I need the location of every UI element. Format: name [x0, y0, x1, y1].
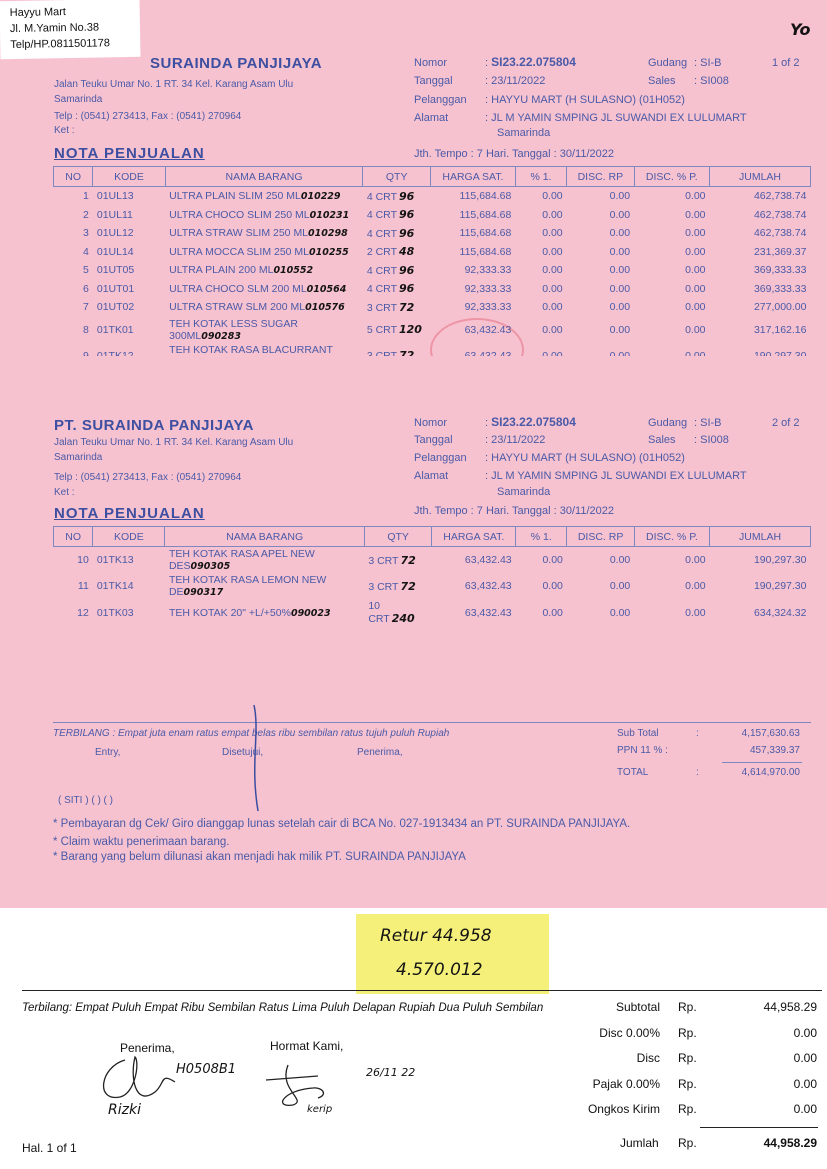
table-row [54, 224, 811, 243]
payment-note: * Pembayaran dg Cek/ Giro dianggap lunas setelah cair di BCA No. 027-1913434 an PT. SURAINDA PANJIJAYA. [53, 818, 631, 830]
row-code: 01TK14 [96, 580, 134, 592]
receipt-row-value: 0.00 [793, 1102, 817, 1116]
total-label: TOTAL [617, 767, 649, 778]
row-amount: 277,000.00 [753, 301, 807, 314]
sales-label: Sales [648, 75, 676, 87]
receipt-terbilang: Terbilang: Empat Puluh Empat Ribu Sembilan Ratus Lima Puluh Delapan Rupiah Dua Puluh Sembilan [22, 1002, 544, 1014]
pelanggan-label: Pelanggan [414, 452, 467, 464]
company-city: Samarinda [54, 452, 103, 463]
row-disc-rp: 0.00 [609, 554, 631, 566]
claim-note: * Claim waktu penerimaan barang. [53, 836, 230, 848]
row-price: 115,684.68 [459, 190, 512, 203]
row-qty: 2 CRT [366, 246, 397, 259]
cell-qty [363, 298, 431, 317]
cell-item-name [165, 187, 363, 206]
handwritten-qty-pcs: 72 [400, 579, 416, 593]
row-no: 11 [77, 580, 89, 592]
receipt-row-value: 0.00 [793, 1051, 817, 1065]
row-qty: 5 CRT [366, 324, 397, 336]
row-qty: 3 CRT [368, 554, 399, 567]
cell-qty [364, 599, 432, 626]
due-date: Jth. Tempo : 7 Hari. Tanggal : 30/11/2022 [414, 148, 614, 160]
row-item-name: ULTRA PLAIN 200 ML [169, 264, 274, 277]
row-amount: 462,738.74 [753, 190, 807, 203]
store-label [0, 0, 140, 59]
column-header: NAMA BARANG [165, 527, 364, 547]
row-qty: 4 CRT [366, 264, 397, 277]
row-disc-rp: 0.00 [609, 245, 631, 258]
row-code: 01TK01 [96, 323, 134, 336]
row-percent: 0.00 [542, 301, 563, 314]
row-no: 6 [83, 282, 89, 295]
cell-item-name [165, 547, 364, 574]
row-qty: 4 CRT [366, 283, 397, 296]
table-row [54, 573, 811, 599]
ppn-value: 457,339.37 [749, 745, 800, 756]
receipt-page-indicator: Hal. 1 of 1 [22, 1141, 77, 1155]
alamat-label: Alamat [414, 112, 449, 124]
column-header: NO [54, 527, 93, 547]
row-qty: 4 CRT [366, 209, 397, 222]
sales-label: Sales [648, 434, 676, 446]
row-no: 1 [83, 190, 89, 203]
row-item-name: ULTRA MOCCA SLIM 250 ML [169, 245, 310, 258]
gudang-label: Gudang [648, 57, 688, 69]
terbilang-text: TERBILANG : Empat juta enam ratus empat belas ribu sembilan ratus tujuh puluh Rupiah [53, 728, 450, 739]
sticky-line1: Retur 44.958 [380, 926, 492, 946]
row-percent: 0.00 [542, 208, 563, 221]
handwritten-qty-pcs: 48 [399, 245, 415, 259]
row-disc-p: 0.00 [685, 282, 706, 295]
cell-item-name [165, 317, 363, 343]
row-percent: 0.00 [542, 227, 563, 240]
company-ket: Ket : [54, 125, 75, 136]
receipt-row-label: Disc [636, 1051, 660, 1065]
entry-signer: SITI [64, 795, 83, 806]
receipt-row-currency: Rp. [678, 1102, 697, 1116]
gudang-value: SI-B [700, 57, 722, 69]
handwritten-code: H0508B1 [176, 1062, 237, 1077]
row-no: 3 [83, 227, 89, 240]
receipt-row-label: Subtotal [615, 1000, 660, 1014]
row-amount: 462,738.74 [753, 227, 807, 240]
table-header-row [54, 167, 811, 187]
row-price: 92,333.33 [464, 282, 512, 295]
company-name: PT. SURAINDA PANJIJAYA [54, 417, 254, 434]
customer-city: Samarinda [497, 127, 551, 139]
sender-signature-name: kerip [307, 1104, 333, 1115]
row-no: 7 [83, 301, 89, 314]
column-header: % 1. [516, 527, 567, 547]
store-address: Jl. M.Yamin No.38 [9, 21, 100, 36]
company-address: Jalan Teuku Umar No. 1 RT. 34 Kel. Karang Asam Ulu [54, 437, 294, 448]
entry-label: Entry, [95, 747, 121, 758]
handwritten-item-code: 090305 [190, 561, 231, 572]
row-qty: 4 CRT [366, 227, 397, 240]
handwritten-qty-pcs: 96 [399, 263, 415, 277]
column-header: HARGA SAT. [432, 527, 516, 547]
column-header: DISC. RP [567, 167, 634, 187]
row-qty: 10 CRT [368, 600, 390, 625]
cell-qty [364, 547, 432, 574]
customer-address: JL M YAMIN SMPING JL SUWANDI EX LULUMART [491, 470, 747, 482]
column-header: KODE [93, 527, 165, 547]
handwritten-qty-pcs: 96 [399, 189, 415, 203]
gudang-label: Gudang [648, 417, 688, 429]
row-amount: 190,297.30 [753, 580, 807, 592]
row-no: 10 [77, 554, 89, 566]
handwritten-qty-pcs: 72 [399, 300, 415, 314]
row-item-name: TEH KOTAK LESS SUGAR 300ML [169, 317, 298, 342]
row-code: 01UT02 [96, 301, 135, 314]
sales-value: SI008 [700, 434, 729, 446]
footer-signature-stroke [240, 703, 280, 813]
nomor-label: Nomor [414, 57, 448, 69]
doc-title: NOTA PENJUALAN [54, 505, 205, 522]
column-header: NAMA BARANG [165, 167, 363, 187]
company-name: SURAINDA PANJIJAYA [150, 55, 323, 72]
column-header: QTY [363, 167, 431, 187]
cell-item-name [165, 243, 363, 262]
handwritten-item-code: 090283 [201, 330, 241, 342]
table-row [54, 599, 811, 626]
subtotal-value: 4,157,630.63 [741, 728, 800, 739]
row-item-name: TEH KOTAK RASA APEL NEW DES [168, 548, 315, 572]
column-header: DISC. % P. [634, 527, 709, 547]
invoice-date: 23/11/2022 [491, 75, 546, 87]
receipt-row-value: 0.00 [793, 1025, 817, 1040]
handwritten-qty-pcs: 96 [399, 226, 415, 240]
jumlah-currency: Rp. [678, 1136, 697, 1150]
row-percent: 0.00 [542, 190, 563, 203]
row-disc-rp: 0.00 [609, 606, 631, 619]
table-row [54, 280, 811, 299]
row-code: 01UL14 [96, 245, 134, 258]
handwritten-item-code: 090023 [290, 607, 331, 619]
row-code: 01TK13 [96, 554, 134, 566]
column-header: % 1. [515, 167, 566, 187]
handwritten-item-code: 010564 [306, 283, 347, 295]
invoice-date: 23/11/2022 [491, 434, 546, 446]
store-name: Hayyu Mart [9, 6, 67, 20]
page-mark: Yo [790, 20, 811, 39]
row-price: 63,432.43 [464, 580, 512, 592]
handwritten-qty-pcs: 96 [399, 208, 415, 222]
row-disc-rp: 0.00 [609, 190, 631, 203]
row-disc-p: 0.00 [685, 580, 706, 592]
disetujui-label: Disetujui, [222, 747, 264, 758]
row-code: 01UL12 [96, 227, 134, 240]
cell-qty [363, 187, 431, 206]
cell-item-name [165, 298, 363, 317]
row-disc-rp: 0.00 [609, 580, 631, 592]
row-amount: 231,369.37 [753, 245, 807, 258]
row-disc-p: 0.00 [685, 606, 706, 619]
row-percent: 0.00 [542, 282, 563, 295]
jumlah-label: Jumlah [620, 1136, 659, 1150]
handwritten-qty-pcs: 72 [400, 553, 416, 567]
cell-item-name [165, 280, 363, 299]
row-disc-p: 0.00 [685, 264, 706, 277]
invoice-number: SI23.22.075804 [491, 415, 576, 429]
row-percent: 0.00 [542, 323, 563, 336]
row-disc-p: 0.00 [685, 301, 706, 314]
row-no: 4 [83, 245, 89, 258]
doc-title: NOTA PENJUALAN [54, 145, 205, 162]
cell-item-name [165, 224, 363, 243]
handwritten-item-code: 010552 [273, 265, 314, 277]
company-address: Jalan Teuku Umar No. 1 RT. 34 Kel. Karang Asam Ulu [54, 79, 294, 90]
total-value: 4,614,970.00 [741, 767, 800, 778]
jumlah-value: 44,958.29 [763, 1136, 817, 1150]
row-code: 01UL13 [96, 190, 134, 203]
table-row [54, 206, 811, 225]
alamat-label: Alamat [414, 470, 449, 482]
due-date: Jth. Tempo : 7 Hari. Tanggal : 30/11/2022 [414, 505, 614, 517]
tanggal-label: Tanggal [414, 434, 453, 446]
cell-qty [363, 243, 431, 262]
row-price: 63,432.43 [464, 323, 512, 336]
cell-qty [364, 573, 432, 599]
row-item-name: ULTRA PLAIN SLIM 250 ML [169, 190, 301, 203]
receipt-row-label: Ongkos Kirim [587, 1102, 660, 1116]
table-row [54, 261, 811, 280]
row-code: 01TK03 [96, 606, 134, 619]
row-code: 01UL11 [96, 208, 133, 221]
customer-name: HAYYU MART (H SULASNO) (01H052) [491, 94, 685, 106]
row-price: 63,432.43 [464, 554, 512, 566]
customer-name: HAYYU MART (H SULASNO) (01H052) [491, 452, 685, 464]
tanggal-label: Tanggal [414, 75, 453, 87]
row-amount: 462,738.74 [753, 208, 807, 221]
cell-qty [363, 261, 431, 280]
row-amount: 634,324.32 [753, 606, 807, 619]
customer-address: JL M YAMIN SMPING JL SUWANDI EX LULUMART [491, 112, 747, 124]
cell-qty [363, 280, 431, 299]
receipt-row-label: Disc 0.00% [599, 1025, 660, 1040]
row-no: 12 [77, 606, 89, 619]
table-row [54, 298, 811, 317]
company-phone: Telp : (0541) 273413, Fax : (0541) 270964 [54, 111, 242, 122]
column-header: QTY [364, 527, 432, 547]
row-no: 5 [83, 264, 89, 277]
row-disc-p: 0.00 [685, 227, 706, 240]
receipt-row-currency: Rp. [678, 1051, 697, 1065]
receipt-row-value: 44,958.29 [763, 1000, 817, 1014]
cell-item-name [165, 573, 364, 599]
row-code: 01UT05 [96, 264, 135, 277]
row-no: 8 [83, 323, 89, 336]
table-row [54, 317, 811, 343]
row-item-name: TEH KOTAK 20" +L/+50% [168, 606, 291, 619]
column-header: DISC. % P. [634, 167, 709, 187]
receipt-row-label: Pajak 0.00% [592, 1076, 660, 1091]
row-disc-p: 0.00 [685, 208, 706, 221]
row-item-name: ULTRA STRAW SLIM 250 ML [169, 227, 309, 240]
column-header: NO [54, 167, 93, 187]
store-phone: Telp/HP.0811501178 [10, 37, 111, 52]
row-price: 115,684.68 [459, 227, 512, 240]
row-amount: 369,333.33 [753, 264, 807, 277]
sales-value: SI008 [700, 75, 729, 87]
footer-divider [53, 722, 811, 723]
table-row [54, 547, 811, 574]
row-disc-p: 0.00 [685, 554, 706, 566]
cell-qty [363, 317, 431, 343]
row-amount: 369,333.33 [753, 282, 807, 295]
sticky-line2: 4.570.012 [396, 960, 483, 980]
row-percent: 0.00 [542, 580, 563, 592]
row-disc-p: 0.00 [685, 245, 706, 258]
column-header: HARGA SAT. [431, 167, 516, 187]
receipt-row-currency: Rp. [678, 1025, 697, 1040]
company-city: Samarinda [54, 94, 103, 105]
row-qty: 3 CRT [368, 580, 399, 593]
handwritten-item-code: 010298 [308, 228, 348, 240]
row-item-name: TEH KOTAK RASA BLACURRANT [169, 343, 333, 356]
receipt-penerima-label: Penerima, [120, 1041, 175, 1055]
ppn-label: PPN 11 % : [617, 745, 668, 756]
page-indicator: 1 of 2 [772, 57, 800, 69]
row-percent: 0.00 [542, 554, 563, 566]
row-disc-rp: 0.00 [609, 323, 631, 336]
row-disc-rp: 0.00 [609, 208, 631, 221]
gudang-value: SI-B [700, 417, 722, 429]
items-table [53, 166, 811, 369]
table-header-row [54, 527, 811, 547]
nomor-label: Nomor [414, 417, 448, 429]
cell-qty [363, 206, 431, 225]
row-item-name: TEH KOTAK RASA LEMON NEW DE [168, 574, 327, 598]
receipt-hormat-label: Hormat Kami, [270, 1039, 344, 1053]
row-price: 92,333.33 [464, 264, 512, 277]
receipt-row-currency: Rp. [678, 1076, 697, 1091]
row-price: 63,432.43 [464, 606, 512, 619]
row-percent: 0.00 [542, 245, 563, 258]
receipt-row-currency: Rp. [678, 1000, 697, 1014]
row-item-name: ULTRA CHOCO SLM 200 ML [169, 282, 307, 295]
invoice-number: SI23.22.075804 [491, 55, 576, 69]
total-divider [722, 762, 802, 763]
row-price: 115,684.68 [459, 208, 512, 221]
handwritten-qty-pcs: 120 [399, 323, 422, 336]
sticky-note [356, 914, 549, 994]
handwritten-date: 26/11 22 [366, 1066, 416, 1079]
column-header: DISC. RP [567, 527, 634, 547]
sender-signature [258, 1060, 338, 1110]
row-disc-rp: 0.00 [609, 264, 631, 277]
company-phone: Telp : (0541) 273413, Fax : (0541) 270964 [54, 472, 242, 483]
cell-qty [363, 224, 431, 243]
row-percent: 0.00 [542, 264, 563, 277]
receiver-signature-name: Rizki [108, 1102, 141, 1118]
penerima-label: Penerima, [357, 747, 403, 758]
cell-item-name [165, 206, 363, 225]
row-qty: 3 CRT [366, 301, 397, 314]
row-disc-p: 0.00 [685, 323, 706, 336]
row-item-name: ULTRA STRAW SLM 200 ML [169, 301, 306, 314]
table-row [54, 243, 811, 262]
row-no: 2 [83, 208, 89, 221]
handwritten-item-code: 010255 [309, 246, 349, 258]
receipt-divider [22, 990, 822, 991]
row-disc-rp: 0.00 [609, 282, 631, 295]
handwritten-item-code: 010229 [300, 191, 341, 203]
cell-item-name [165, 261, 363, 280]
table-row [54, 187, 811, 206]
handwritten-qty-pcs: 96 [399, 282, 415, 296]
page-indicator: 2 of 2 [772, 417, 800, 429]
row-disc-p: 0.00 [685, 190, 706, 203]
ownership-note: * Barang yang belum dilunasi akan menjadi hak milik PT. SURAINDA PANJIJAYA [53, 851, 466, 863]
items-table [53, 526, 811, 626]
handwritten-qty-pcs: 240 [391, 612, 415, 625]
row-price: 92,333.33 [464, 301, 512, 314]
column-header: JUMLAH [710, 167, 811, 187]
handwritten-item-code: 010576 [305, 302, 345, 314]
row-disc-rp: 0.00 [609, 301, 631, 314]
receiver-signature [95, 1052, 185, 1122]
customer-city: Samarinda [497, 486, 551, 498]
company-ket: Ket : [54, 487, 75, 498]
row-item-name: ULTRA CHOCO SLIM 250 ML [169, 208, 310, 221]
row-percent: 0.00 [542, 606, 563, 619]
row-qty: 4 CRT [366, 190, 397, 203]
subtotal-label: Sub Total [617, 728, 659, 739]
row-amount: 317,162.16 [753, 323, 807, 336]
row-price: 115,684.68 [459, 245, 512, 258]
cell-item-name [165, 599, 364, 626]
row-disc-rp: 0.00 [609, 227, 631, 240]
handwritten-item-code: 010231 [309, 209, 350, 221]
row-code: 01UT01 [96, 282, 135, 295]
jumlah-divider [700, 1127, 818, 1128]
column-header: JUMLAH [710, 527, 811, 547]
pelanggan-label: Pelanggan [414, 94, 467, 106]
handwritten-item-code: 090317 [183, 587, 224, 598]
column-header: KODE [93, 167, 165, 187]
receipt-row-value: 0.00 [793, 1076, 817, 1091]
sign-brackets: ( SITI ) ( ) ( ) [58, 795, 113, 806]
row-amount: 190,297.30 [753, 554, 807, 566]
